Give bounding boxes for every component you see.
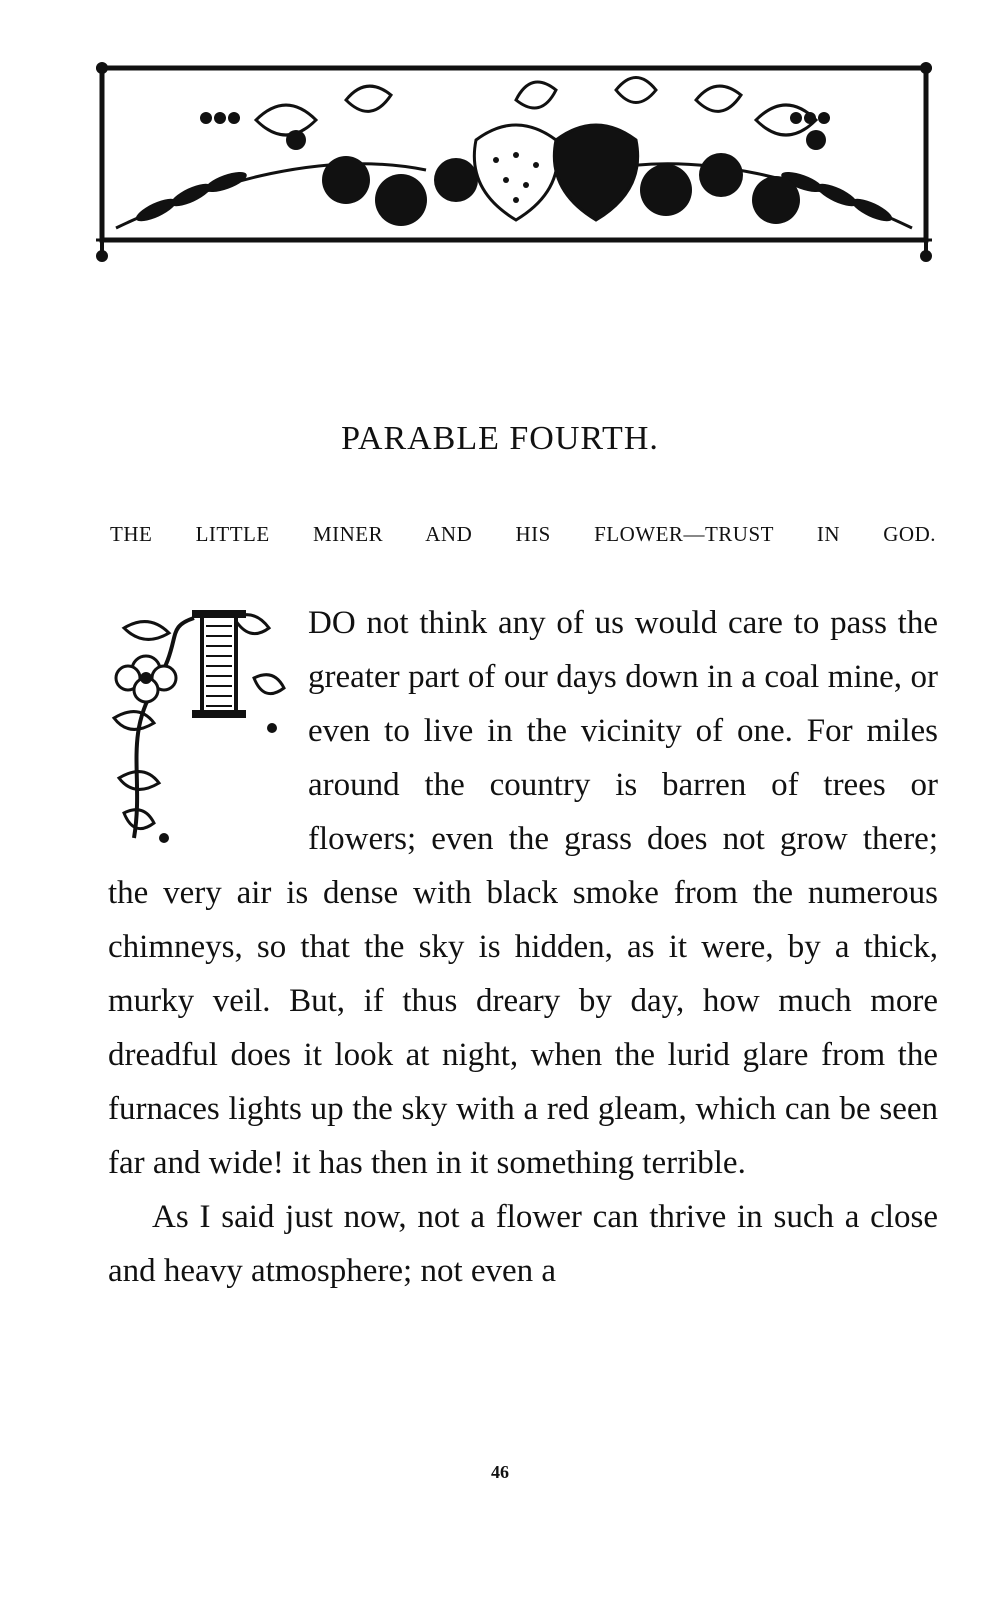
paragraph-2: As I said just now, not a flower can thrive in such a close and heavy atmosphere; not even a <box>108 1199 938 1289</box>
chapter-subtitle: THE LITTLE MINER AND HIS FLOWER—TRUST IN GOD. <box>110 522 936 546</box>
chapter-title: PARABLE FOURTH. <box>341 420 659 457</box>
paragraph-1: DO not think any of us would care to pass the greater part of our days down in a coal mine, or even to live in the vicinity of one. For miles around the country is barren of trees or flowers; even the grass does not grow there; the very air is dense with black smoke from the numerous chimneys, so that the sky is hidden, as it were, by a thick, murky veil. But, if thus dreary by day, how much more dreadful does it look at night, when the lurid glare from the furnaces lights up the sky with a red gleam, which can be seen far and wide! it has then in it something terrible. <box>108 605 938 1181</box>
floral-fruit-border-icon <box>96 60 932 270</box>
page-number: 46 <box>491 1462 509 1482</box>
ornamental-initial-icon <box>104 598 294 846</box>
body-text <box>108 596 938 1298</box>
